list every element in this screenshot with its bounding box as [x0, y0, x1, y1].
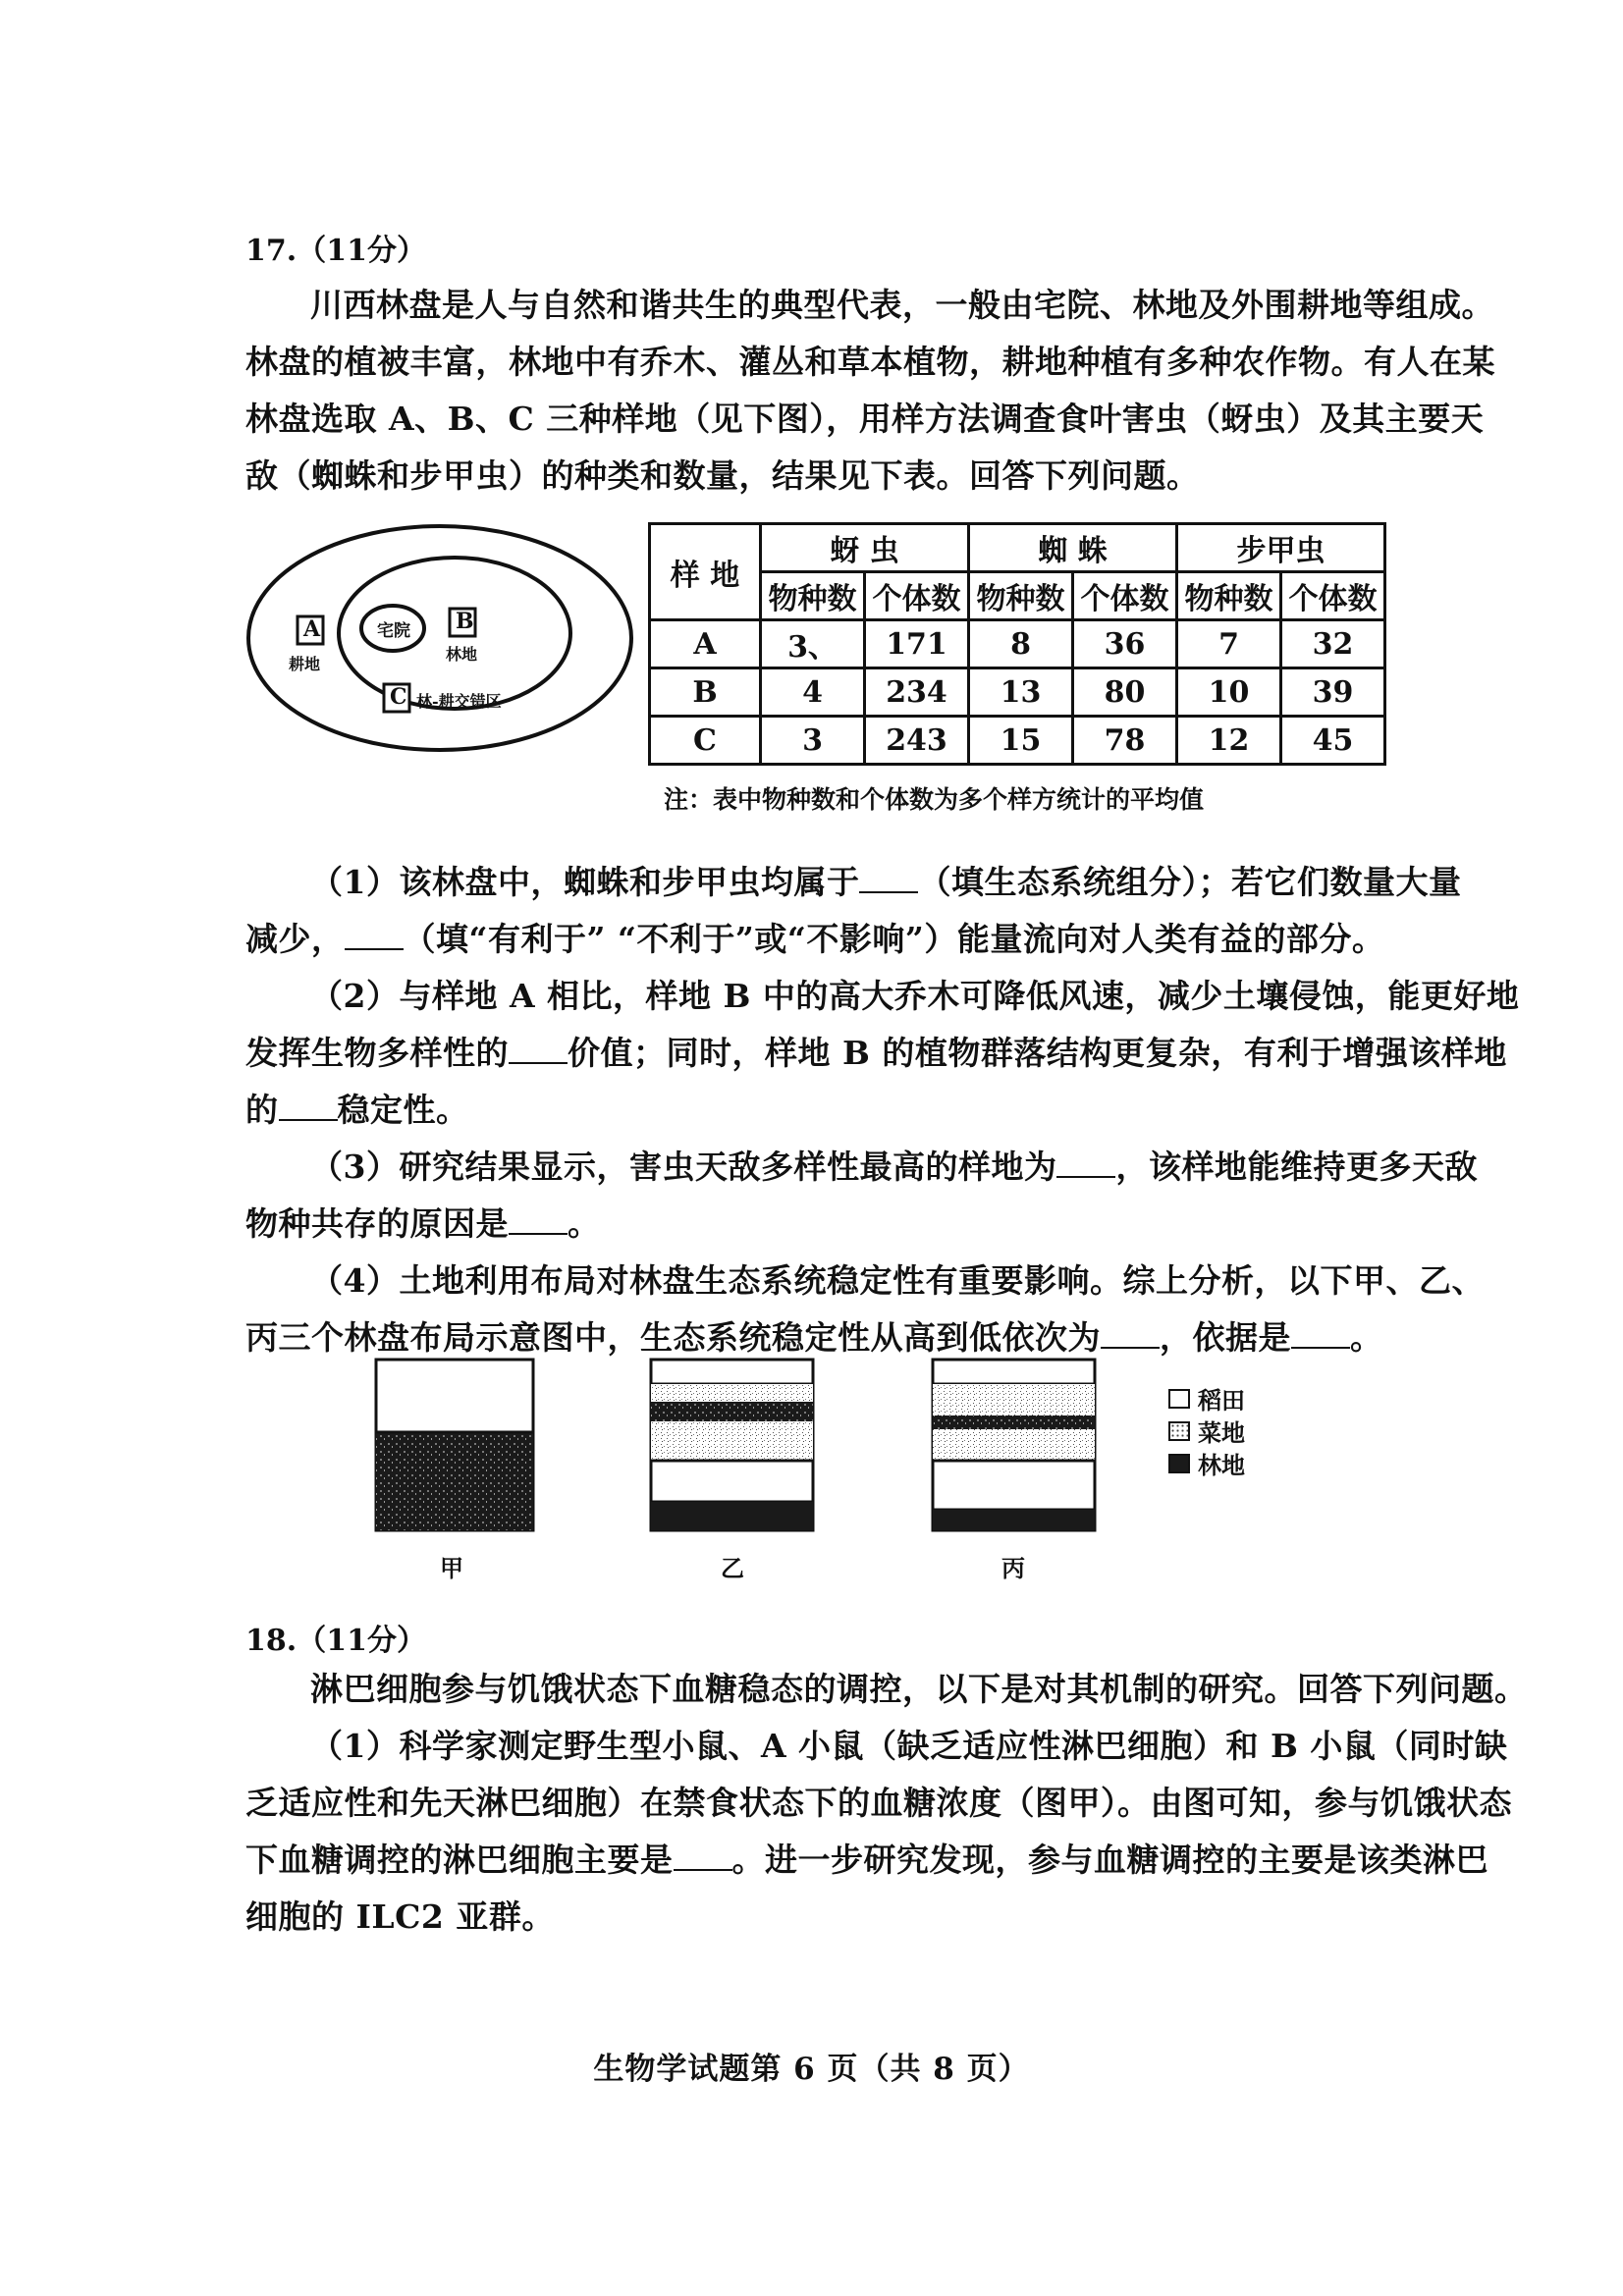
intro-line: 林盘选取 A、B、C 三种样地（见下图），用样方法调查食叶害虫（蚜虫）及其主要天: [245, 400, 1485, 438]
question-17-intro: [245, 277, 1495, 505]
layout-jia: [376, 1360, 533, 1530]
box-a-letter: A: [303, 616, 321, 642]
sub3-line2: 物种共存的原因是 。: [245, 1204, 601, 1243]
woodland-swatch: [1168, 1454, 1190, 1473]
table-header-row: [650, 524, 1385, 572]
table-subheader: 个体数: [1281, 572, 1385, 620]
table-group-header: 蜘 蛛: [969, 524, 1177, 572]
vegetable-swatch: [1168, 1421, 1190, 1441]
answer-blank: [509, 1203, 568, 1235]
table-cell: 234: [865, 668, 969, 717]
table-subheader: 个体数: [865, 572, 969, 620]
table-cell-site: C: [650, 717, 761, 765]
table-cell: 10: [1177, 668, 1281, 717]
legend-item-paddy: 稻田: [1168, 1382, 1245, 1415]
question-18-body: [245, 1661, 1528, 1946]
table-cell: 243: [865, 717, 969, 765]
table-subheader-row: [650, 572, 1385, 620]
layout-legend: [1168, 1382, 1245, 1479]
answer-blank: [674, 1840, 732, 1871]
courtyard-label: 宅院: [377, 621, 410, 641]
layout-yi: [651, 1360, 813, 1530]
yi-vegetable-top: [651, 1384, 813, 1402]
table-cell: 78: [1073, 717, 1177, 765]
farmland-label: 耕地: [289, 655, 321, 673]
q18-sub1-line3: 下血糖调控的淋巴细胞主要是 。进一步研究发现，参与血糖调控的主要是该类淋巴: [245, 1841, 1488, 1879]
sub4-line1: （4）土地利用布局对林盘生态系统稳定性有重要影响。综上分析，以下甲、乙、: [310, 1261, 1485, 1300]
answer-blank: [859, 862, 918, 893]
table-row: [650, 620, 1385, 668]
sub3-line1: （3）研究结果显示，害虫天敌多样性最高的样地为 ，该样地能维持更多天敌: [310, 1148, 1478, 1186]
layout-bing: [933, 1360, 1095, 1530]
ecotone-label: 林-耕交错区: [416, 692, 502, 711]
sub2-line2: 发挥生物多样性的 价值；同时，样地 B 的植物群落结构更复杂，有利于增强该样地: [245, 1034, 1507, 1072]
sub1-line1: （1）该林盘中，蜘蛛和步甲虫均属于 （填生态系统组分）；若它们数量大量: [310, 863, 1462, 901]
table-note: 注：表中物种数和个体数为多个样方统计的平均值: [664, 785, 1205, 814]
bing-woodland-bottom: [933, 1510, 1095, 1530]
q18-intro: 淋巴细胞参与饥饿状态下血糖稳态的调控，以下是对其机制的研究。回答下列问题。: [310, 1670, 1528, 1708]
answer-blank: [345, 919, 404, 950]
question-17-heading: 17.（11分）: [245, 234, 426, 268]
table-corner-header: 样 地: [650, 524, 761, 620]
sub2-line1: （2）与样地 A 相比，样地 B 中的高大乔木可降低风速，减少土壤侵蚀，能更好地: [310, 977, 1520, 1015]
layout-diagrams: [371, 1355, 1255, 1580]
legend-item-woodland: 林地: [1168, 1447, 1245, 1479]
table-cell: 12: [1177, 717, 1281, 765]
table-subheader: 物种数: [969, 572, 1073, 620]
q18-sub1-line1: （1）科学家测定野生型小鼠、A 小鼠（缺乏适应性淋巴细胞）和 B 小鼠（同时缺: [310, 1727, 1508, 1765]
answer-blank: [279, 1090, 338, 1121]
table-cell: 4: [761, 668, 865, 717]
woodland-label: 林地: [446, 645, 478, 664]
intro-line: 林盘的植被丰富，林地中有乔木、灌丛和草本植物，耕地种植有多种农作物。有人在某: [245, 343, 1495, 381]
table-subheader: 物种数: [761, 572, 865, 620]
bing-woodland-mid: [933, 1415, 1095, 1429]
survey-table: [648, 522, 1386, 766]
table-subheader: 个体数: [1073, 572, 1177, 620]
answer-blank: [509, 1033, 568, 1064]
sub1-line2: 减少， （填“有利于” “不利于”或“不影响”）能量流向对人类有益的部分。: [245, 920, 1385, 958]
bing-vegetable-bottom: [933, 1429, 1095, 1461]
layout-label-bing: 丙: [1001, 1554, 1025, 1582]
table-cell: 8: [969, 620, 1073, 668]
q18-sub1-line2: 乏适应性和先天淋巴细胞）在禁食状态下的血糖浓度（图甲）。由图可知，参与饥饿状态: [245, 1784, 1512, 1822]
table-cell: 3: [761, 717, 865, 765]
page-footer: 生物学试题第 6 页（共 8 页）: [593, 2052, 1030, 2087]
table-cell: 39: [1281, 668, 1385, 717]
table-cell: 32: [1281, 620, 1385, 668]
box-c-letter: C: [390, 684, 407, 710]
table-cell: 45: [1281, 717, 1385, 765]
nested-ellipses: [243, 520, 636, 756]
answer-blank: [1101, 1317, 1160, 1349]
question-18-heading: 18.（11分）: [245, 1624, 426, 1658]
box-b-letter: B: [456, 609, 474, 634]
yi-woodland-mid: [651, 1402, 813, 1421]
table-group-header: 蚜 虫: [761, 524, 969, 572]
intro-line: 敌（蜘蛛和步甲虫）的种类和数量，结果见下表。回答下列问题。: [245, 456, 1200, 495]
table-cell-site: A: [650, 620, 761, 668]
bing-vegetable-top: [933, 1384, 1095, 1415]
q18-sub1-line4: 细胞的 ILC2 亚群。: [245, 1897, 555, 1936]
jia-woodland: [376, 1432, 533, 1530]
paddy-swatch: [1168, 1389, 1190, 1409]
sample-site-diagram: [243, 520, 636, 756]
question-17-subquestions: [245, 854, 1520, 1366]
yi-vegetable-bottom: [651, 1421, 813, 1461]
answer-blank: [1291, 1317, 1350, 1349]
intro-line: 川西林盘是人与自然和谐共生的典型代表，一般由宅院、林地及外围耕地等组成。: [310, 286, 1494, 324]
sub2-line3: 的 稳定性。: [245, 1091, 469, 1129]
table-subheader: 物种数: [1177, 572, 1281, 620]
table-cell: 3、: [761, 620, 865, 668]
table-cell: 80: [1073, 668, 1177, 717]
table-row: [650, 668, 1385, 717]
legend-item-vegetable: 菜地: [1168, 1415, 1245, 1447]
table-cell: 13: [969, 668, 1073, 717]
table-group-header: 步甲虫: [1177, 524, 1385, 572]
table-cell: 7: [1177, 620, 1281, 668]
sub4-line2: 丙三个林盘布局示意图中，生态系统稳定性从高到低依次为 ，依据是 。: [245, 1318, 1383, 1357]
layout-label-yi: 乙: [721, 1554, 744, 1582]
table-cell: 36: [1073, 620, 1177, 668]
answer-blank: [1056, 1147, 1115, 1178]
table-row: [650, 717, 1385, 765]
table-cell: 15: [969, 717, 1073, 765]
layout-label-jia: 甲: [440, 1554, 463, 1582]
table-cell-site: B: [650, 668, 761, 717]
table-cell: 171: [865, 620, 969, 668]
yi-woodland-bottom: [651, 1502, 813, 1530]
